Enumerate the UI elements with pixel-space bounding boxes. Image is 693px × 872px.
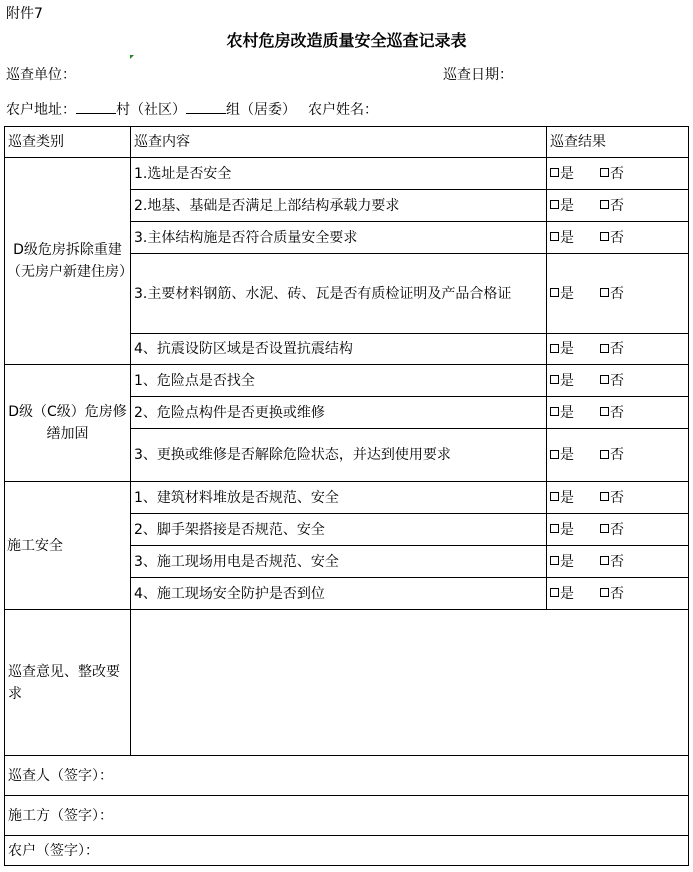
content-cell: 1.选址是否安全 bbox=[131, 158, 547, 190]
yes-checkbox[interactable] bbox=[550, 487, 574, 509]
group-label: 组（居委） bbox=[226, 102, 296, 118]
inspection-date-label: 巡查日期： bbox=[443, 67, 513, 83]
yes-checkbox[interactable] bbox=[550, 163, 574, 185]
table-header-row bbox=[5, 127, 689, 158]
village-blank[interactable] bbox=[76, 99, 116, 114]
address-label: 农户地址： bbox=[6, 102, 76, 118]
attachment-label: 附件7 bbox=[6, 6, 43, 22]
checkbox-icon bbox=[550, 375, 559, 384]
result-cell bbox=[547, 365, 689, 397]
no-checkbox[interactable] bbox=[600, 551, 624, 573]
yes-label: 是 bbox=[560, 372, 574, 389]
no-label: 否 bbox=[610, 553, 624, 570]
result-cell bbox=[547, 397, 689, 429]
no-label: 否 bbox=[610, 404, 624, 421]
content-cell: 2、危险点构件是否更换或维修 bbox=[131, 397, 547, 429]
no-checkbox[interactable] bbox=[600, 370, 624, 392]
checkbox-icon bbox=[600, 288, 609, 297]
content-cell: 2.地基、基础是否满足上部结构承载力要求 bbox=[131, 190, 547, 222]
opinion-label: 巡查意见、整改要求 bbox=[5, 610, 131, 756]
checkbox-icon bbox=[600, 524, 609, 533]
opinion-field[interactable] bbox=[131, 610, 689, 756]
result-cell bbox=[547, 222, 689, 254]
checkbox-icon bbox=[600, 492, 609, 501]
checkbox-icon bbox=[600, 168, 609, 177]
checkbox-icon bbox=[600, 588, 609, 597]
result-cell bbox=[547, 429, 689, 482]
yes-checkbox[interactable] bbox=[550, 519, 574, 541]
checkbox-icon bbox=[550, 200, 559, 209]
yes-label: 是 bbox=[560, 404, 574, 421]
header-category: 巡查类别 bbox=[5, 127, 131, 158]
checkbox-icon bbox=[600, 344, 609, 353]
inspection-unit-label: 巡查单位： bbox=[6, 67, 76, 83]
result-cell bbox=[547, 578, 689, 610]
no-label: 否 bbox=[610, 489, 624, 506]
checkbox-icon bbox=[550, 168, 559, 177]
checkbox-icon bbox=[600, 200, 609, 209]
signature-row bbox=[5, 756, 689, 796]
yes-label: 是 bbox=[560, 489, 574, 506]
checkbox-icon bbox=[550, 232, 559, 241]
no-label: 否 bbox=[610, 197, 624, 214]
no-checkbox[interactable] bbox=[600, 338, 624, 360]
yes-label: 是 bbox=[560, 585, 574, 602]
yes-checkbox[interactable] bbox=[550, 402, 574, 424]
content-cell: 3、更换或维修是否解除危险状态，并达到使用要求 bbox=[131, 429, 547, 482]
checkbox-icon bbox=[550, 524, 559, 533]
address-line bbox=[6, 99, 378, 119]
category-cell: 施工安全 bbox=[5, 482, 131, 610]
result-cell bbox=[547, 334, 689, 365]
yes-checkbox[interactable] bbox=[550, 551, 574, 573]
result-cell bbox=[547, 482, 689, 514]
result-cell bbox=[547, 546, 689, 578]
checkbox-icon bbox=[600, 556, 609, 565]
no-label: 否 bbox=[610, 229, 624, 246]
result-cell bbox=[547, 254, 689, 334]
checkbox-icon bbox=[600, 232, 609, 241]
result-cell bbox=[547, 514, 689, 546]
result-cell bbox=[547, 158, 689, 190]
checkbox-icon bbox=[550, 492, 559, 501]
content-cell: 1、危险点是否找全 bbox=[131, 365, 547, 397]
table-row bbox=[5, 365, 689, 397]
no-label: 否 bbox=[610, 341, 624, 357]
checkbox-icon bbox=[550, 450, 559, 459]
opinion-row bbox=[5, 610, 689, 756]
no-checkbox[interactable] bbox=[600, 402, 624, 424]
corner-mark bbox=[130, 55, 134, 59]
yes-label: 是 bbox=[560, 165, 574, 182]
content-cell: 2、脚手架搭接是否规范、安全 bbox=[131, 514, 547, 546]
yes-checkbox[interactable] bbox=[550, 444, 574, 466]
header-content: 巡查内容 bbox=[131, 127, 547, 158]
no-label: 否 bbox=[610, 585, 624, 602]
yes-label: 是 bbox=[560, 285, 574, 302]
no-label: 否 bbox=[610, 521, 624, 538]
category-cell: D级危房拆除重建（无房户新建住房） bbox=[5, 158, 131, 365]
no-checkbox[interactable] bbox=[600, 227, 624, 249]
result-cell bbox=[547, 190, 689, 222]
no-label: 否 bbox=[610, 165, 624, 182]
checkbox-icon bbox=[550, 556, 559, 565]
checkbox-icon bbox=[550, 407, 559, 416]
no-checkbox[interactable] bbox=[600, 487, 624, 509]
yes-checkbox[interactable] bbox=[550, 283, 574, 305]
checkbox-icon bbox=[550, 288, 559, 297]
no-checkbox[interactable] bbox=[600, 163, 624, 185]
table-row bbox=[5, 482, 689, 514]
content-cell: 3.主要材料钢筋、水泥、砖、瓦是否有质检证明及产品合格证 bbox=[131, 254, 547, 334]
checkbox-icon bbox=[600, 450, 609, 459]
group-blank[interactable] bbox=[186, 99, 226, 114]
header-result: 巡查结果 bbox=[547, 127, 689, 158]
content-cell: 4、抗震设防区域是否设置抗震结构 bbox=[131, 334, 547, 365]
no-checkbox[interactable] bbox=[600, 519, 624, 541]
yes-checkbox[interactable] bbox=[550, 227, 574, 249]
no-label: 否 bbox=[610, 285, 624, 302]
form-title: 农村危房改造质量安全巡查记录表 bbox=[226, 31, 467, 50]
content-cell: 4、施工现场安全防护是否到位 bbox=[131, 578, 547, 610]
yes-checkbox[interactable] bbox=[550, 195, 574, 217]
no-label: 否 bbox=[610, 447, 624, 463]
yes-checkbox[interactable] bbox=[550, 338, 574, 360]
no-checkbox[interactable] bbox=[600, 195, 624, 217]
village-label: 村（社区） bbox=[116, 102, 186, 118]
builder-signature[interactable]: 施工方（签字）： bbox=[5, 796, 689, 836]
yes-label: 是 bbox=[560, 341, 574, 357]
no-label: 否 bbox=[610, 372, 624, 389]
yes-label: 是 bbox=[560, 229, 574, 246]
yes-label: 是 bbox=[560, 521, 574, 538]
table-row bbox=[5, 158, 689, 190]
checkbox-icon bbox=[550, 344, 559, 353]
yes-label: 是 bbox=[560, 447, 574, 463]
farmer-name-label: 农户姓名： bbox=[308, 102, 378, 118]
no-checkbox[interactable] bbox=[600, 444, 624, 466]
checkbox-icon bbox=[600, 407, 609, 416]
no-checkbox[interactable] bbox=[600, 583, 624, 605]
inspection-table bbox=[4, 126, 689, 866]
farmer-signature[interactable]: 农户（签字）： bbox=[5, 836, 689, 866]
content-cell: 3.主体结构施是否符合质量安全要求 bbox=[131, 222, 547, 254]
checkbox-icon bbox=[550, 588, 559, 597]
category-cell: D级（C级）危房修缮加固 bbox=[5, 365, 131, 482]
yes-checkbox[interactable] bbox=[550, 370, 574, 392]
yes-label: 是 bbox=[560, 553, 574, 570]
inspector-signature[interactable]: 巡查人（签字）： bbox=[5, 756, 689, 796]
content-cell: 1、建筑材料堆放是否规范、安全 bbox=[131, 482, 547, 514]
signature-row bbox=[5, 836, 689, 866]
content-cell: 3、施工现场用电是否规范、安全 bbox=[131, 546, 547, 578]
no-checkbox[interactable] bbox=[600, 283, 624, 305]
signature-row bbox=[5, 796, 689, 836]
yes-label: 是 bbox=[560, 197, 574, 214]
checkbox-icon bbox=[600, 375, 609, 384]
yes-checkbox[interactable] bbox=[550, 583, 574, 605]
